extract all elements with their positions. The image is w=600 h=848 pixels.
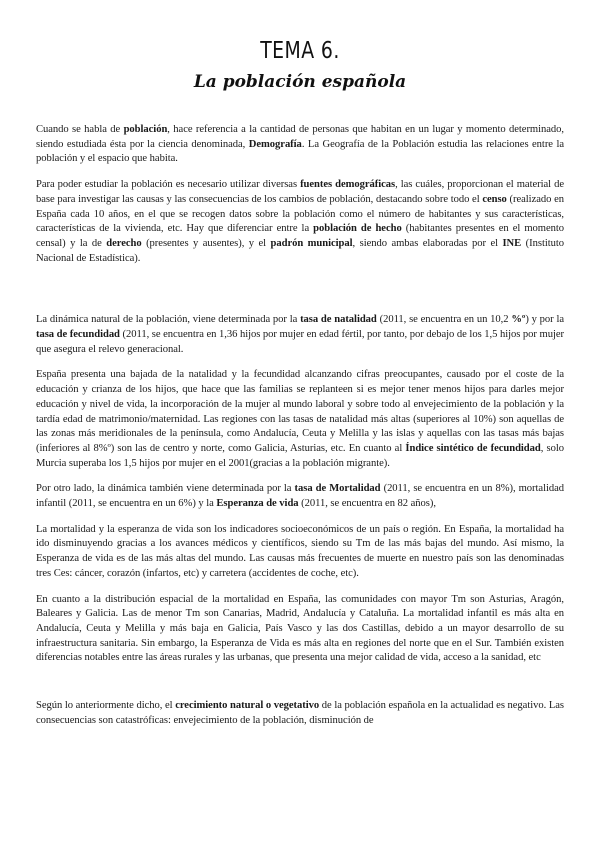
paragraph-birth-decline	[36, 368, 564, 471]
text-run: (realizado en España cada 10 años, en el que se recogen datos sobre la población como el número de habitantes y sus características, características de la vivienda, etc. Hay que diferenciar entre la	[36, 193, 564, 235]
text-run: (2011, se encuentra en 82 años),	[298, 498, 436, 510]
paragraph-mortality-distribution	[36, 593, 564, 667]
section-gap	[36, 277, 564, 313]
bold-term: %º	[511, 314, 526, 326]
text-run: (presentes y ausentes), y el	[141, 237, 271, 249]
paragraph-mortality-indicators	[36, 523, 564, 582]
text-run: , las cuáles, proporcionan el material de base para investigar las causas y las consecuencias de los cambios de población, destacando sobre todo el	[36, 179, 564, 205]
text-run: (habitantes presentes en el momento censal) y la de	[36, 223, 564, 249]
bold-term: fuentes demográficas	[300, 179, 396, 191]
text-run: Según lo anteriormente dicho, el	[36, 700, 176, 712]
bold-term: crecimiento natural o vegetativo	[175, 700, 320, 712]
text-run: . La Geografía de la Población estudia las relaciones entre la población y el espacio que habita.	[36, 138, 564, 165]
text-run: (2011, se encuentra en 1,36 hijos por mujer en edad fértil, por tanto, por debajo de los 1,5 hijos por mujer que asegura el relevo generacional.	[36, 329, 564, 355]
bold-term: tasa de Mortalidad	[294, 483, 381, 495]
paragraph-mortality-rates	[36, 482, 564, 511]
page-subtitle: La población española	[193, 72, 407, 92]
section-gap	[36, 677, 564, 699]
text-run: Cuando se habla de	[36, 124, 124, 135]
text-run: En cuanto a la distribución espacial de la mortalidad en España, las comunidades con mayor Tm son Asturias, Aragón, Baleares y Galicia. Las de menor Tm son Canarias, Madrid, Andalucía y Cataluña. La mortalidad infantil es más alta en Andalucía, Ceuta y Melilla y más baja en Galicia, País Vasco y las dos Castillas, debido a un mayor desarrollo de su infraestructura sanitaria. Sin embargo, la Esperanza de Vida es más alta en regiones del norte que en el Sur. También existen diferencias notables entre las áreas rurales y las urbanas, que presenta una mejor calidad de vida, acceso a la sanidad, etc	[36, 593, 564, 664]
bold-term: tasa de fecundidad	[36, 329, 120, 341]
text-run: España presenta una bajada de la natalidad y la fecundidad alcanzando cifras preocupantes, causado por el coste de la educación y crianza de los hijos, que hace que las familias se replanteen si es mejor tener menos hijos para darles mejor educación y nivel de vida, la incorporación de la mujer al mundo laboral y sobre todo al envejecimiento de la población y la tardía edad de matrimonio/maternidad. Las regiones con las tasas de natalidad más altas (superiores al 10%) son aquellas de las zonas más meridionales de la península, como Andalucía, Ceuta y Melilla y las islas y aquellas con las tasas más bajas (inferiores al 8%º) son las de centro y norte, como Galicia, Asturias, etc. En cuanto al	[36, 369, 564, 454]
bold-term: censo	[482, 193, 507, 205]
bold-term: Índice sintético de fecundidad	[405, 442, 541, 454]
text-run: , hace referencia a la cantidad de personas que habitan en un lugar y momento determinado, siendo estudiada ésta por la ciencia denominada,	[36, 124, 564, 150]
text-run: , solo Murcia superaba los 1,5 hijos por mujer en el 2001(gracias a la población migrante).	[36, 442, 564, 469]
text-run: (Instituto Nacional de Estadística).	[36, 237, 565, 264]
bold-term: tasa de natalidad	[300, 314, 377, 326]
text-run: Por otro lado, la dinámica también viene determinada por la	[36, 483, 295, 495]
text-run: La dinámica natural de la población, viene determinada por la	[36, 314, 301, 326]
bold-term: población de hecho	[313, 223, 402, 235]
paragraph-intro	[36, 123, 564, 167]
text-run: ) y por la	[525, 314, 565, 326]
text-run: (2011, se encuentra en un 8%), mortalidad infantil (2011, se encuentra en un 6%) y la	[36, 483, 565, 510]
bold-term: población	[123, 124, 168, 135]
paragraph-natural-growth	[36, 699, 564, 728]
text-run: La mortalidad y la esperanza de vida son los indicadores socioeconómicos de un país o región. En España, la mortalidad ha ido disminuyendo gracias a los avances médicos y científicos, siendo su Tm de las más bajas del mundo. Así mismo, la Esperanza de vida es de las más altas del mundo. Las causas más frecuentes de muerte en nuestro país son las denominadas tres Ces: cáncer, corazón (infartos, etc) y carretera (accidentes de coche, etc).	[36, 523, 564, 579]
bold-term: INE	[502, 237, 522, 249]
bold-term: Demografía	[248, 138, 302, 150]
paragraph-sources	[36, 178, 564, 266]
document-body	[36, 123, 564, 740]
text-run: de la población española en la actualidad es negativo. Las consecuencias son catastróficas: envejecimiento de la población, disminución de	[36, 700, 564, 726]
bold-term: padrón municipal	[270, 237, 353, 249]
text-run: (2011, se encuentra en un 10,2	[376, 314, 512, 326]
paragraph-natural-dynamics	[36, 313, 564, 357]
bold-term: derecho	[106, 237, 142, 249]
page-title: TEMA 6.	[260, 38, 340, 64]
text-run: Para poder estudiar la población es necesario utilizar diversas	[36, 179, 301, 191]
bold-term: Esperanza de vida	[216, 498, 299, 510]
text-run: , siendo ambas elaboradas por el	[352, 237, 503, 249]
